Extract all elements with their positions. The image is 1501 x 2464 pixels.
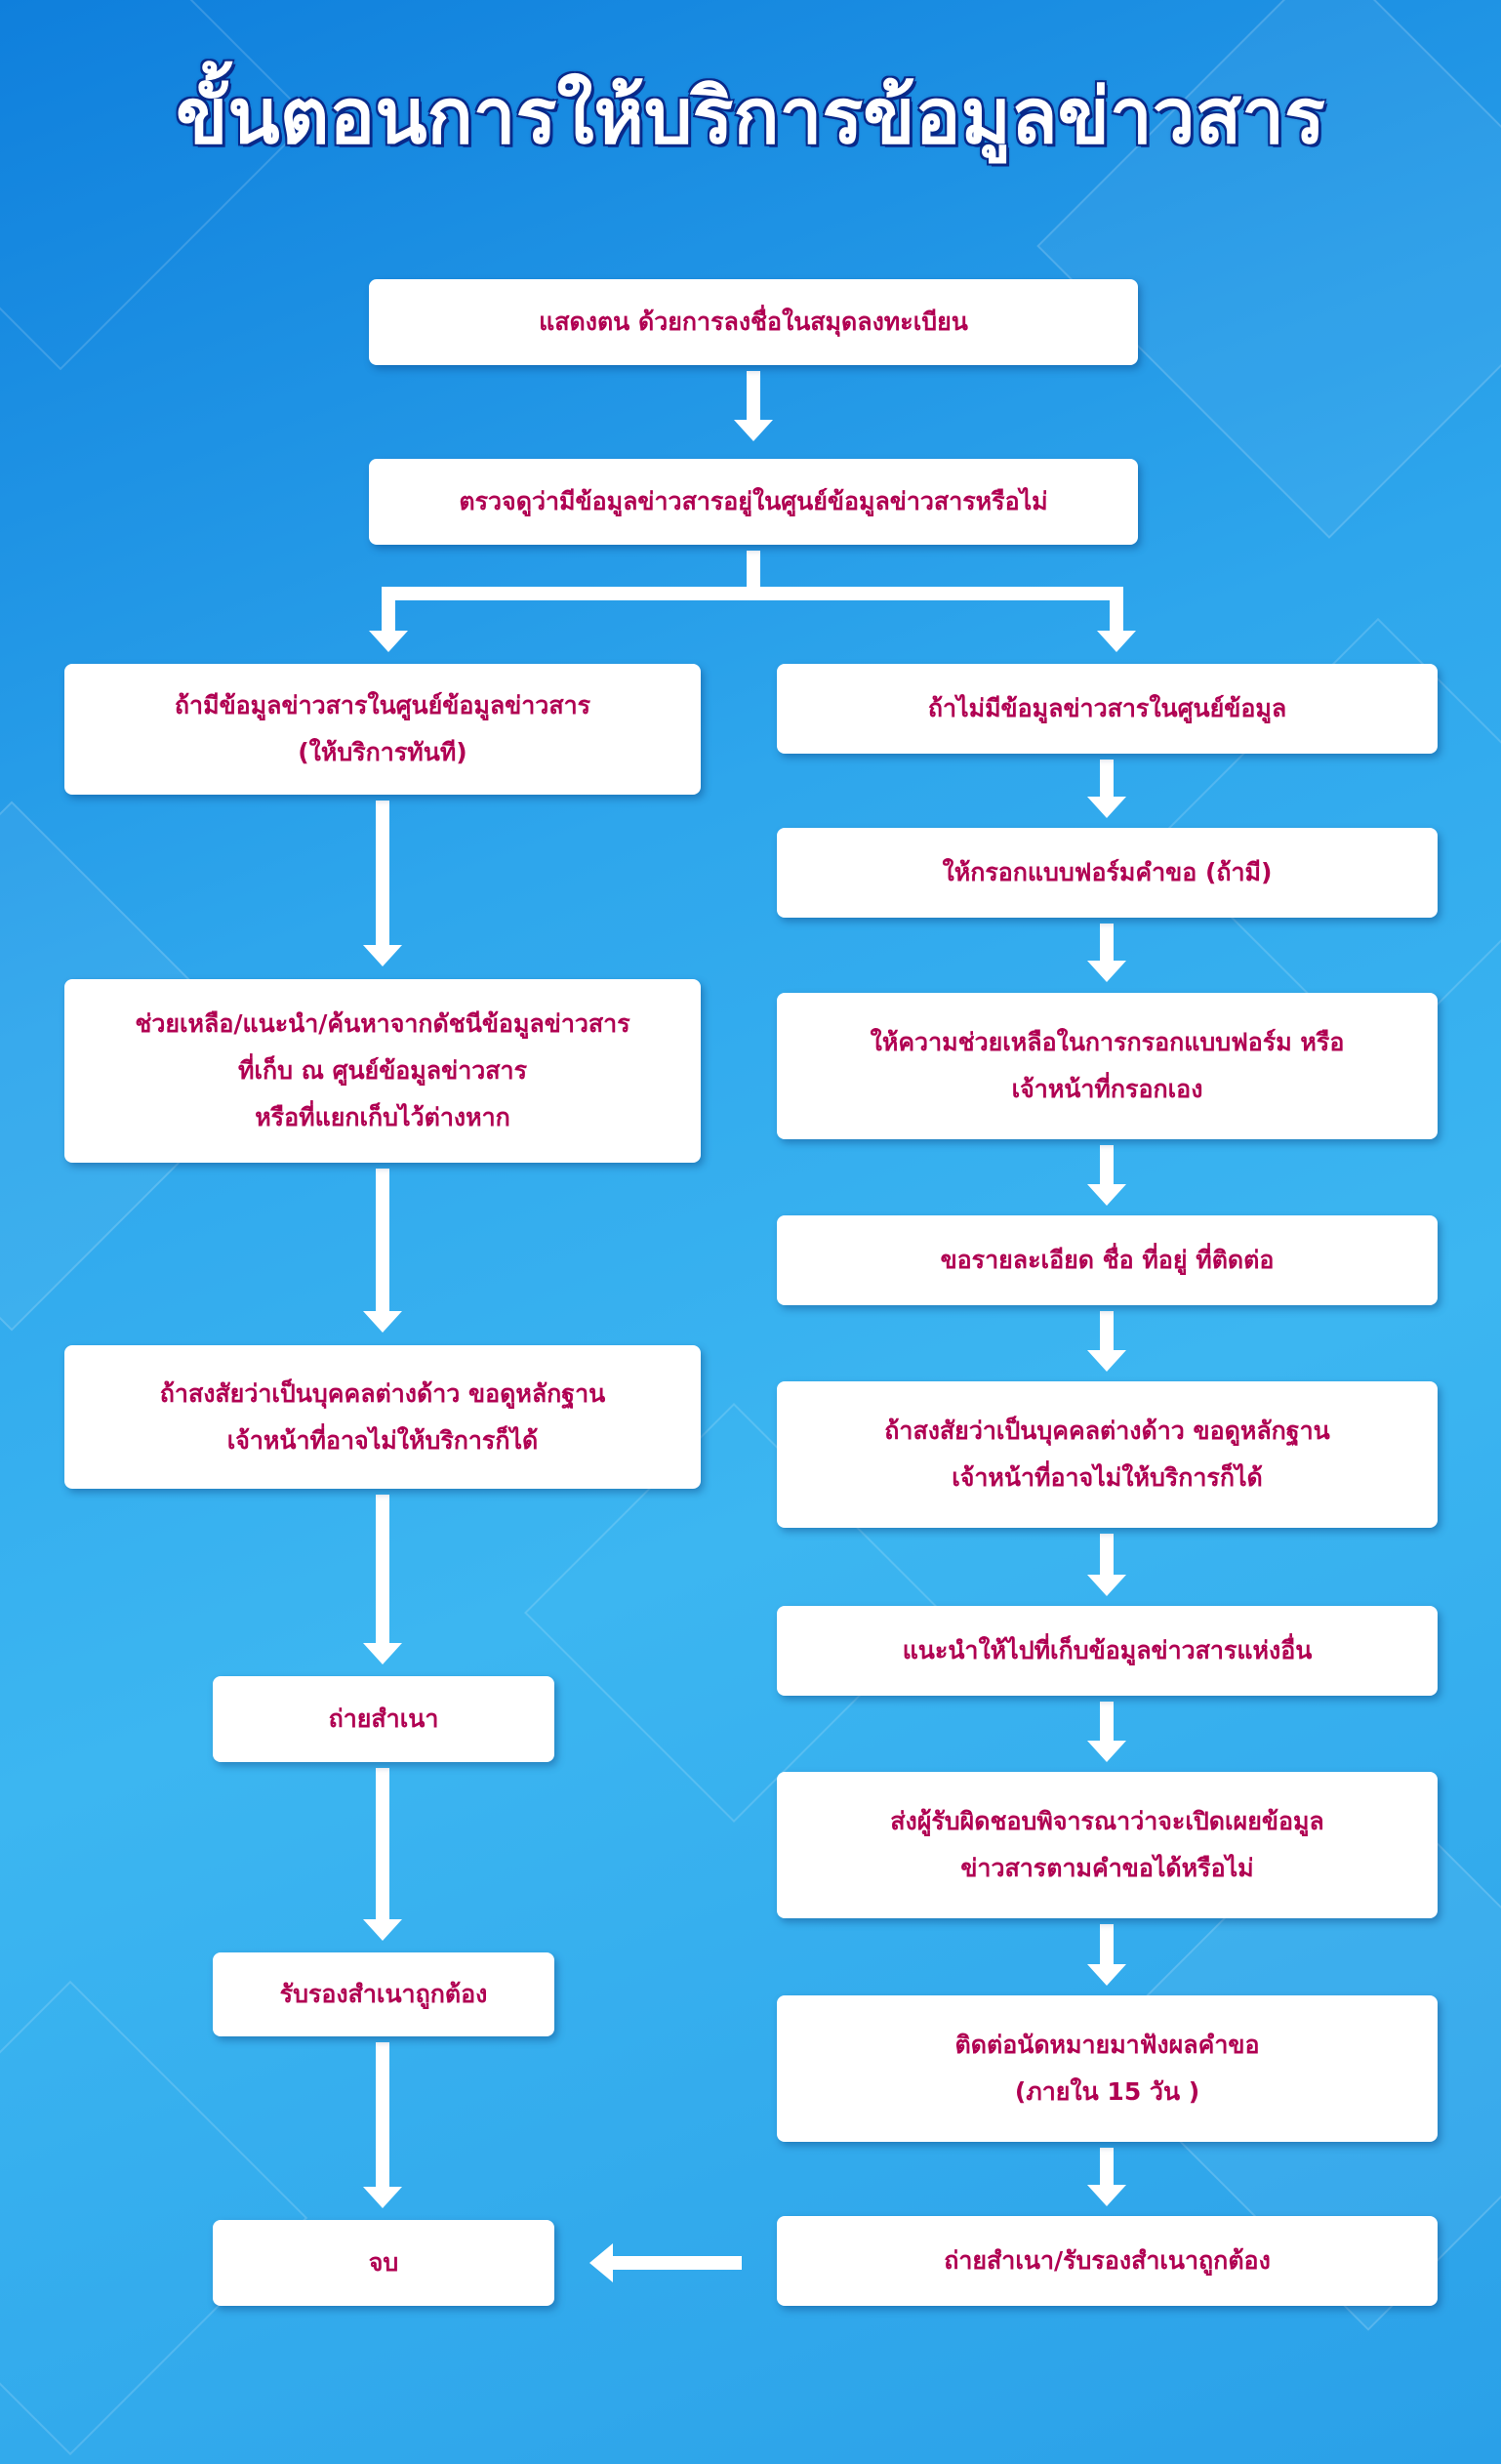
step-text: ติดต่อนัดหมายมาฟังผลคำขอ [954,2031,1260,2059]
right-step-refer-elsewhere-box [777,1606,1438,1696]
step-text: ถ้ามีข้อมูลข่าวสารในศูนย์ข้อมูลข่าวสาร [174,691,591,719]
step-text: ถ้าสงสัยว่าเป็นบุคคลต่างด้าว ขอดูหลักฐาน [159,1378,606,1408]
down-arrow [1087,924,1126,982]
right-step-foreigner-check-box [777,1381,1438,1528]
left-step-search-index-box [64,979,701,1163]
end-box [213,2220,554,2306]
down-arrow [1087,1534,1126,1596]
step-check-box [369,459,1138,545]
right-step-no-info-box [777,664,1438,754]
left-arrow [589,2243,742,2282]
left-step-has-info-box [64,664,701,795]
step-text: แนะนำให้ไปที่เก็บข้อมูลข่าวสารแห่งอื่น [902,1636,1313,1664]
step-text: จบ [368,2248,399,2277]
right-step-help-form-box [777,993,1438,1139]
down-arrow [363,801,402,966]
step-register-box [369,279,1138,365]
right-step-contact-details-box [777,1215,1438,1305]
step-text: เจ้าหน้าที่กรอกเอง [1011,1075,1203,1103]
step-text: (ให้บริการทันที) [298,738,467,766]
step-text: ที่เก็บ ณ ศูนย์ข้อมูลข่าวสาร [237,1056,528,1085]
step-text: ถ่ายสำเนา [328,1704,439,1733]
step-text: ถ้าสงสัยว่าเป็นบุคคลต่างด้าว ขอดูหลักฐาน [884,1417,1330,1445]
step-text: ขอรายละเอียด ชื่อ ที่อยู่ ที่ติดต่อ [940,1246,1275,1274]
step-text: ตรวจดูว่ามีข้อมูลข่าวสารอยู่ในศูนย์ข้อมูลข่าวสารหรือไม่ [459,487,1048,515]
right-step-appointment-box [777,1995,1438,2142]
step-text: ให้ความช่วยเหลือในการกรอกแบบฟอร์ม หรือ [870,1028,1345,1056]
down-arrow [1087,1924,1126,1986]
step-text: ถ่ายสำเนา/รับรองสำเนาถูกต้อง [944,2246,1271,2275]
down-arrow [363,1768,402,1941]
split-bar [382,587,1123,600]
step-text: รับรองสำเนาถูกต้อง [279,1980,488,2008]
down-arrow [363,1169,402,1333]
step-text: ถ้าไม่มีข้อมูลข่าวสารในศูนย์ข้อมูล [927,694,1287,722]
down-arrow [363,1495,402,1664]
left-step-foreigner-check-box [64,1345,701,1489]
left-step-certify-box [213,1952,554,2036]
step-text: ให้กรอกแบบฟอร์มคำขอ (ถ้ามี) [942,858,1273,886]
step-text: (ภายใน 15 วัน ) [1014,2077,1200,2106]
right-step-fill-form-box [777,828,1438,918]
page-title: ขั้นตอนการให้บริการข้อมูลข่าวสาร [176,73,1325,161]
step-text: ส่งผู้รับผิดชอบพิจารณาว่าจะเปิดเผยข้อมูล [890,1807,1324,1835]
step-text: ข่าวสารตามคำขอได้หรือไม่ [960,1854,1254,1882]
step-text: เจ้าหน้าที่อาจไม่ให้บริการก็ได้ [952,1463,1263,1492]
down-arrow [363,2042,402,2208]
step-text: ช่วยเหลือ/แนะนำ/ค้นหาจากดัชนีข้อมูลข่าวสาร [135,1009,630,1038]
down-arrow [734,371,773,441]
down-arrow [1087,1145,1126,1206]
step-text: หรือที่แยกเก็บไว้ต่างหาก [255,1103,510,1131]
step-text: เจ้าหน้าที่อาจไม่ให้บริการก็ได้ [226,1425,539,1455]
down-arrow [1087,1702,1126,1762]
right-step-consider-disclosure-box [777,1772,1438,1918]
down-arrow [1087,760,1126,818]
down-arrow [1087,1311,1126,1372]
step-text: แสดงตน ด้วยการลงชื่อในสมุดลงทะเบียน [539,308,968,336]
left-step-copy-box [213,1676,554,1762]
down-arrow [1087,2148,1126,2206]
right-step-copy-certify-box [777,2216,1438,2306]
